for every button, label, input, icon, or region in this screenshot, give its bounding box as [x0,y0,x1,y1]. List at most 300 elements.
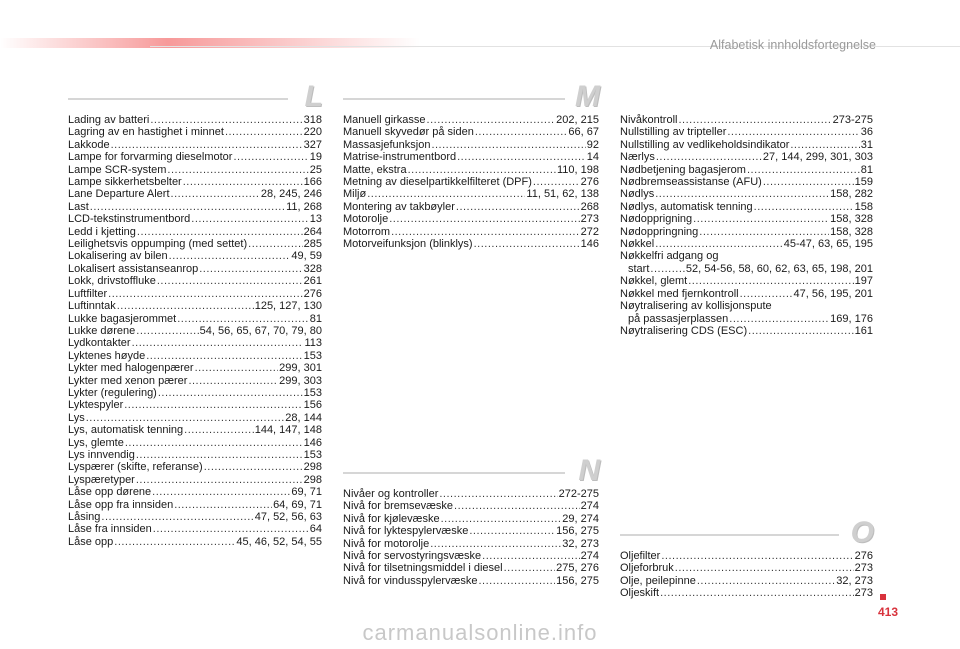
leader-dots [199,263,302,275]
leader-dots [727,126,859,138]
index-entry [68,226,322,238]
leader-dots [136,325,198,337]
index-entry-term: Lydkontakter [68,337,131,350]
index-entry-pages: 274 [580,500,599,513]
index-entry [68,114,322,126]
index-entry-pages: 54, 56, 65, 67, 70, 79, 80 [199,324,322,337]
index-entry-pages: 328 [303,262,322,275]
index-entry-term: Lys innvendig [68,448,135,461]
index-entry-term: Lykter med halogenpærer [68,362,194,375]
index-entry-term: Nivå for tilsetningsmiddel i diesel [343,562,503,575]
leader-dots [146,350,302,362]
index-entry [68,424,322,436]
leader-dots [125,437,303,449]
leader-dots [158,387,303,399]
index-entry [343,500,599,512]
index-entry-term: Lyktespyler [68,399,124,412]
index-entry [343,513,599,525]
index-entry [620,300,873,325]
column-o [620,516,873,600]
leader-dots [124,399,302,411]
index-entry-pages: 25 [309,163,322,176]
index-entry-term: Nødbremseassistanse (AFU) [620,176,762,189]
index-entry-pages: 197 [854,275,873,288]
index-entry-pages: 161 [854,324,873,337]
index-entry [68,523,322,535]
index-entry-term: Manuell skyvedør på siden [343,126,474,139]
index-entry-term: Nøkkelfri adgang og [620,250,719,263]
index-entry [620,587,873,599]
index-entry-pages: 69, 71 [291,486,322,499]
index-entry-term: Lokalisert assistanseanrop [68,262,199,275]
index-entry-pages: 81 [860,163,873,176]
index-entry-pages: 318 [303,114,322,126]
leader-dots [117,300,254,312]
index-entry [68,399,322,411]
index-entry-pages: 276 [303,287,322,300]
index-entry-pages: 272 [580,225,599,238]
index-entry-term: Nødlys [620,188,655,201]
section-header-m [343,80,599,114]
index-entry-pages: 156, 275 [556,574,599,587]
index-entry-term: Lys, glemte [68,436,124,449]
index-entry-pages: 113 [304,337,322,350]
index-entry [68,461,322,473]
index-list-m [343,114,599,250]
index-entry-pages: 261 [303,275,322,288]
index-entry-pages: 64 [309,523,322,536]
index-entry-pages: 81 [309,312,322,325]
index-entry-term: Nødbetjening bagasjerom [620,163,746,176]
index-entry [343,139,599,151]
index-entry-term: Nivåkontroll [620,114,678,126]
index-entry-term: Nødlys, automatisk tenning [620,200,753,213]
index-entry-term: Matrise-instrumentbord [343,151,457,164]
index-entry-term: Lading av batteri [68,114,150,126]
index-entry [620,164,873,176]
index-entry [68,275,322,287]
index-entry [620,176,873,188]
leader-dots [195,362,279,374]
index-entry-term: Lyspærer (skifte, referanse) [68,461,203,474]
index-entry-term: Nivå for motorolje [343,537,430,550]
leader-dots [157,275,303,287]
section-letter-n: N [578,454,599,487]
section-header-l [68,80,322,114]
leader-dots [177,313,309,325]
index-list-o [620,550,873,600]
index-entry-term: Montering av takbøyler [343,200,455,213]
leader-dots [389,213,579,225]
index-entry-pages: 144, 147, 148 [254,424,322,437]
leader-dots [174,499,272,511]
index-entry-term: Lampe sikkerhetsbelter [68,176,182,189]
leader-dots [678,114,831,126]
index-entry-pages: 298 [303,473,322,486]
index-entry-pages: 32, 273 [562,537,599,550]
section-letter-l: L [304,80,322,113]
index-entry-pages: 11, 268 [286,200,322,213]
index-entry-term: LCD-tekstinstrumentbord [68,213,191,226]
section-rule [620,534,839,536]
index-entry [68,139,322,151]
leader-dots [675,562,854,574]
index-entry [343,151,599,163]
index-entry-term: Lagring av en hastighet i minnet [68,126,224,139]
index-entry [343,550,599,562]
index-entry-pages: 166 [303,176,322,189]
index-entry-term: Miljø [343,188,367,201]
index-entry-term: Lampe SCR-system [68,163,167,176]
index-entry-term: Lukke bagasjerommet [68,312,177,325]
index-entry-pages: 159 [854,176,873,189]
index-entry-term: Lampe for forvarming dieselmotor [68,151,233,164]
index-entry-pages: 31 [860,138,873,151]
index-entry-pages: 45-47, 63, 65, 195 [783,238,873,251]
index-entry [620,275,873,287]
index-entry [68,511,322,523]
index-entry-pages: 156 [303,399,322,412]
index-entry-pages: 327 [303,138,322,151]
index-entry-pages: 264 [303,225,322,238]
leader-dots [457,151,586,163]
index-entry [620,250,873,275]
page-number: 413 [877,605,898,619]
leader-dots [204,461,303,473]
index-entry-pages: 285 [303,238,322,251]
index-entry-term: Nøkkel med fjernkontroll [620,287,739,300]
index-entry-pages: 273-275 [832,114,873,126]
section-rule [343,98,565,100]
index-entry [620,226,873,238]
index-entry-term: Metning av dieselpartikkelfilteret (DPF) [343,176,532,189]
index-entry-pages: 47, 52, 56, 63 [254,511,322,523]
index-entry-term: Lyktenes høyde [68,349,146,362]
index-entry-pages: 298 [303,461,322,474]
leader-dots [454,500,580,512]
index-entry-term: Lys [68,411,85,424]
index-entry-term: Nærlys [620,151,655,164]
index-entry [620,325,873,337]
index-entry-pages: 146 [580,238,599,251]
index-entry [343,213,599,225]
column-n-continued [620,114,873,337]
leader-dots [747,164,860,176]
index-entry-pages: 49, 59 [291,250,322,263]
index-entry [68,337,322,349]
index-entry [68,375,322,387]
index-entry [68,499,322,511]
index-entry [68,325,322,337]
index-entry-term: Lykter med xenon pærer [68,374,188,387]
index-list-n-continued [620,114,873,337]
index-entry-term: Lykter (regulering) [68,386,157,399]
index-entry [343,188,599,200]
index-entry-term: Motorrom [343,225,391,238]
index-entry-pages: 273 [854,562,873,575]
leader-dots [441,513,562,525]
index-entry [68,437,322,449]
index-entry-term: Lokk, drivstofflukе [68,275,156,288]
index-entry-term: Lakkode [68,138,110,151]
index-list-l [68,114,322,548]
index-entry-pages: 299, 301 [279,362,322,375]
index-entry [620,238,873,250]
index-entry [620,126,873,138]
leader-dots [427,114,556,126]
index-entry [620,550,873,562]
index-entry-pages: 27, 144, 299, 301, 303 [762,151,873,164]
leader-dots [656,151,762,163]
index-entry-term: Leilighetsvis oppumping (med settet) [68,238,248,251]
index-entry-pages: 125, 127, 130 [254,300,322,313]
index-entry-pages: 29, 274 [562,512,599,525]
index-entry-term: Oljeforbruk [620,562,674,575]
page-header-title: Alfabetisk innholdsfortegnelse [709,38,876,52]
index-entry [620,213,873,225]
leader-dots [430,538,561,550]
index-entry [343,201,599,213]
index-entry-term: Nødoppringning [620,225,699,238]
index-entry-pages: 66, 67 [568,126,599,139]
index-entry-term: Matte, ekstra [343,163,407,176]
index-entry-pages: 153 [303,349,322,362]
index-entry [343,126,599,138]
index-entry-term: Motorolje [343,213,389,226]
leader-dots [184,424,254,436]
index-entry [343,164,599,176]
index-entry-pages: 64, 69, 71 [273,498,322,511]
index-entry [68,387,322,399]
index-entry-pages: 36 [860,126,873,139]
index-entry-term: Nivå for bremsevæske [343,500,454,513]
index-entry-term: Massasjefunksjon [343,138,431,151]
index-entry-term-continued: på passasjerplassen [628,312,729,325]
index-entry-pages: 276 [580,176,599,189]
index-entry-term: Nivå for servostyringsvæske [343,550,482,563]
leader-dots [655,238,782,250]
index-entry [68,474,322,486]
index-entry-term: Låse opp [68,535,114,548]
index-list-n [343,488,599,587]
leader-dots [132,337,304,349]
leader-dots [367,188,525,200]
index-entry [68,238,322,250]
section-rule [68,98,288,100]
leader-dots [391,226,580,238]
index-entry-pages: 274 [580,550,599,563]
index-entry-term: Låse opp fra innsiden [68,498,174,511]
index-entry-term: Oljeskift [620,587,660,600]
index-entry [68,164,322,176]
leader-dots [729,313,829,325]
index-entry [68,300,322,312]
leader-dots [740,288,793,300]
index-entry [68,362,322,374]
index-entry [68,536,322,548]
index-entry [620,188,873,200]
index-entry-term: Låse fra innsiden [68,523,152,536]
leader-dots [150,114,302,126]
index-entry-term: Luftinntak [68,300,116,313]
index-entry-pages: 273 [580,213,599,226]
index-entry-term: Låsing [68,511,101,523]
leader-dots [233,151,308,163]
leader-dots [86,412,285,424]
index-entry-term: Lane Departure Alert [68,188,170,201]
index-entry-pages: 32, 273 [836,574,873,587]
index-entry-pages: 272-275 [558,488,599,500]
leader-dots [469,525,555,537]
leader-dots [153,523,309,535]
leader-dots [790,139,859,151]
index-entry [620,288,873,300]
leader-dots [136,474,303,486]
leader-dots [504,562,556,574]
index-entry-term: Nivåer og kontroller [343,488,439,500]
index-entry-pages: 19 [309,151,322,164]
column-m [343,80,599,251]
index-entry-pages: 202, 215 [556,114,599,126]
leader-dots [439,488,557,500]
index-entry-term: Nødopprigning [620,213,693,226]
index-entry [343,538,599,550]
index-entry-pages: 153 [303,386,322,399]
index-entry-pages: 276 [854,550,873,562]
leader-dots [167,164,308,176]
index-entry-continuation [620,313,873,325]
index-entry-term: Lokalisering av bilen [68,250,168,263]
index-entry-pages: 92 [586,138,599,151]
index-entry-pages: 110, 198 [556,163,599,176]
index-entry-pages: 153 [303,448,322,461]
section-header-o [620,516,873,550]
index-entry-term: Låse opp dørene [68,486,152,499]
index-entry-pages: 47, 56, 195, 201 [793,287,873,300]
leader-dots [693,213,829,225]
index-entry [620,139,873,151]
index-entry [68,213,322,225]
leader-dots [660,587,854,599]
leader-dots [225,126,303,138]
leader-dots [431,139,585,151]
index-entry-pages: 28, 144 [285,411,322,424]
index-entry-pages: 45, 46, 52, 54, 55 [236,535,322,548]
leader-dots [108,288,303,300]
index-entry-term: Nøkkel, glemt [620,275,688,288]
index-entry [68,449,322,461]
leader-dots [650,263,684,275]
index-entry [68,313,322,325]
index-entry-term: Manuell girkasse [343,114,426,126]
index-entry-pages: 14 [586,151,599,164]
index-entry [343,575,599,587]
index-entry [620,114,873,126]
index-entry-term: Olje, peilepinne [620,574,696,587]
index-entry-pages: 146 [303,436,322,449]
index-entry-term: Nøytralisering CDS (ESC) [620,324,748,337]
leader-dots [171,188,260,200]
index-entry-term: Nullstilling av vedlikeholdsindikator [620,138,790,151]
section-rule [343,472,565,474]
index-entry [68,412,322,424]
leader-dots [748,325,854,337]
leader-dots [688,275,853,287]
leader-dots [114,536,235,548]
index-entry [68,250,322,262]
leader-dots [191,213,308,225]
index-entry [68,176,322,188]
leader-dots [152,486,290,498]
leader-dots [111,139,303,151]
index-entry-term: Oljefilter [620,550,661,562]
section-header-n [343,454,599,488]
index-entry-pages: 299, 303 [279,374,322,387]
leader-dots [408,164,556,176]
leader-dots [456,201,580,213]
index-entry [343,226,599,238]
index-entry-pages: 273 [854,587,873,600]
index-entry-term-continued: start [628,262,650,275]
index-entry-pages: 220 [303,126,322,139]
index-entry-pages: 156, 275 [556,525,599,538]
index-entry [343,525,599,537]
column-n [343,454,599,587]
index-entry-pages: 158, 328 [830,213,873,226]
index-entry-pages: 52, 54-56, 58, 60, 62, 63, 65, 198, 201 [685,262,873,275]
leader-dots [183,176,303,188]
index-entry-pages: 11, 51, 62, 138 [526,188,599,201]
index-entry-pages: 275, 276 [556,562,599,575]
index-entry-term: Last [68,200,89,213]
leader-dots [479,575,556,587]
index-entry [343,562,599,574]
index-entry [343,238,599,250]
index-entry [68,486,322,498]
index-entry-term: Lukke dørene [68,324,136,337]
index-entry [68,188,322,200]
leader-dots [699,226,829,238]
index-entry-term: Ledd i kjetting [68,225,136,238]
index-entry-term: Nullstilling av tripteller [620,126,727,139]
column-l [68,80,322,548]
index-entry-term: Nøytralisering av kollisjonspute [620,300,772,313]
leader-dots [137,226,303,238]
section-letter-o: O [850,516,873,549]
leader-dots [474,238,580,250]
index-entry [620,562,873,574]
index-entry-pages: 268 [580,200,599,213]
index-entry [68,288,322,300]
index-entry-pages: 158, 282 [830,188,873,201]
index-entry-term: Motorveifunksjon (blinklys) [343,238,473,251]
index-entry [68,263,322,275]
index-entry-pages: 158, 328 [830,225,873,238]
index-entry [68,350,322,362]
section-letter-m: M [575,80,599,113]
leader-dots [763,176,854,188]
index-entry [68,201,322,213]
index-entry [343,176,599,188]
leader-dots [169,250,291,262]
index-entry-term: Nivå for lyktespylervæske [343,525,469,538]
index-entry-pages: 169, 176 [830,312,873,325]
index-entry [68,151,322,163]
index-entry-pages: 13 [309,213,322,226]
index-entry-term: Luftfilter [68,287,108,300]
leader-dots [101,511,253,523]
index-entry [620,575,873,587]
